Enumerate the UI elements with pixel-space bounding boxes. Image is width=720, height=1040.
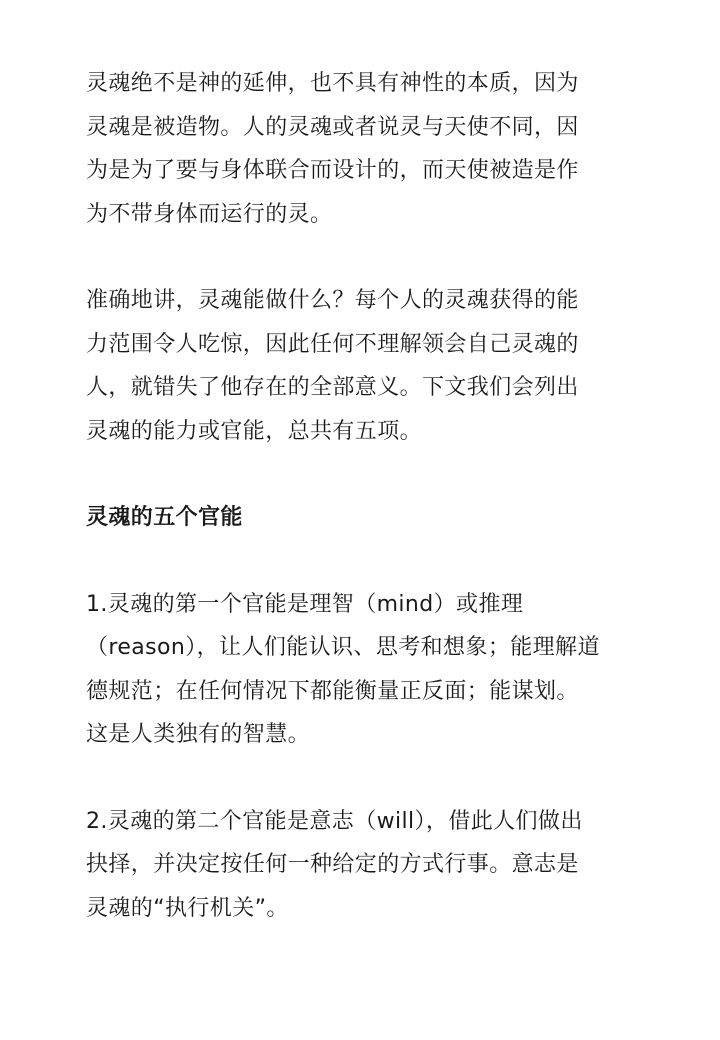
text-line: 灵魂的能力或官能，总共有五项。 <box>86 418 423 444</box>
paragraph-spacer <box>86 757 640 800</box>
text-line: 为不带身体而运行的灵。 <box>86 201 333 227</box>
text-line: 灵魂绝不是神的延伸，也不具有神性的本质，因为 <box>86 71 579 96</box>
text-line: （reason），让人们能认识、思考和想象；能理解道 <box>86 635 600 660</box>
text-line: 准确地讲，灵魂能做什么？每个人的灵魂获得的能 <box>86 288 579 313</box>
text-line: 这是人类独有的智慧。 <box>86 722 311 747</box>
paragraph-spacer <box>86 453 640 496</box>
text-line: 1.灵魂的第一个官能是理智（mind）或推理 <box>86 591 524 617</box>
paragraph-faculty-will <box>86 800 640 931</box>
paragraph-spacer <box>86 236 640 279</box>
text-line: 人，就错失了他存在的全部意义。下文我们会列出 <box>86 375 579 400</box>
text-line: 灵魂的“执行机关”。 <box>86 895 289 921</box>
paragraph-soul-abilities <box>86 279 640 453</box>
section-heading-text: 灵魂的五个官能 <box>86 505 243 530</box>
paragraph-spacer <box>86 540 640 583</box>
text-line: 灵魂是被造物。人的灵魂或者说灵与天使不同，因 <box>86 114 579 140</box>
text-line: 力范围令人吃惊，因此任何不理解领会自己灵魂的 <box>86 331 579 357</box>
text-line: 为是为了要与身体联合而设计的，而天使被造是作 <box>86 158 579 183</box>
section-heading <box>86 496 640 540</box>
text-line: 抉择，并决定按任何一种给定的方式行事。意志是 <box>86 852 579 877</box>
paragraph-faculty-mind <box>86 583 640 757</box>
text-line: 德规范；在任何情况下都能衡量正反面；能谋划。 <box>86 678 579 704</box>
paragraph-soul-nature <box>86 62 640 236</box>
text-line: 2.灵魂的第二个官能是意志（will），借此人们做出 <box>86 808 583 834</box>
